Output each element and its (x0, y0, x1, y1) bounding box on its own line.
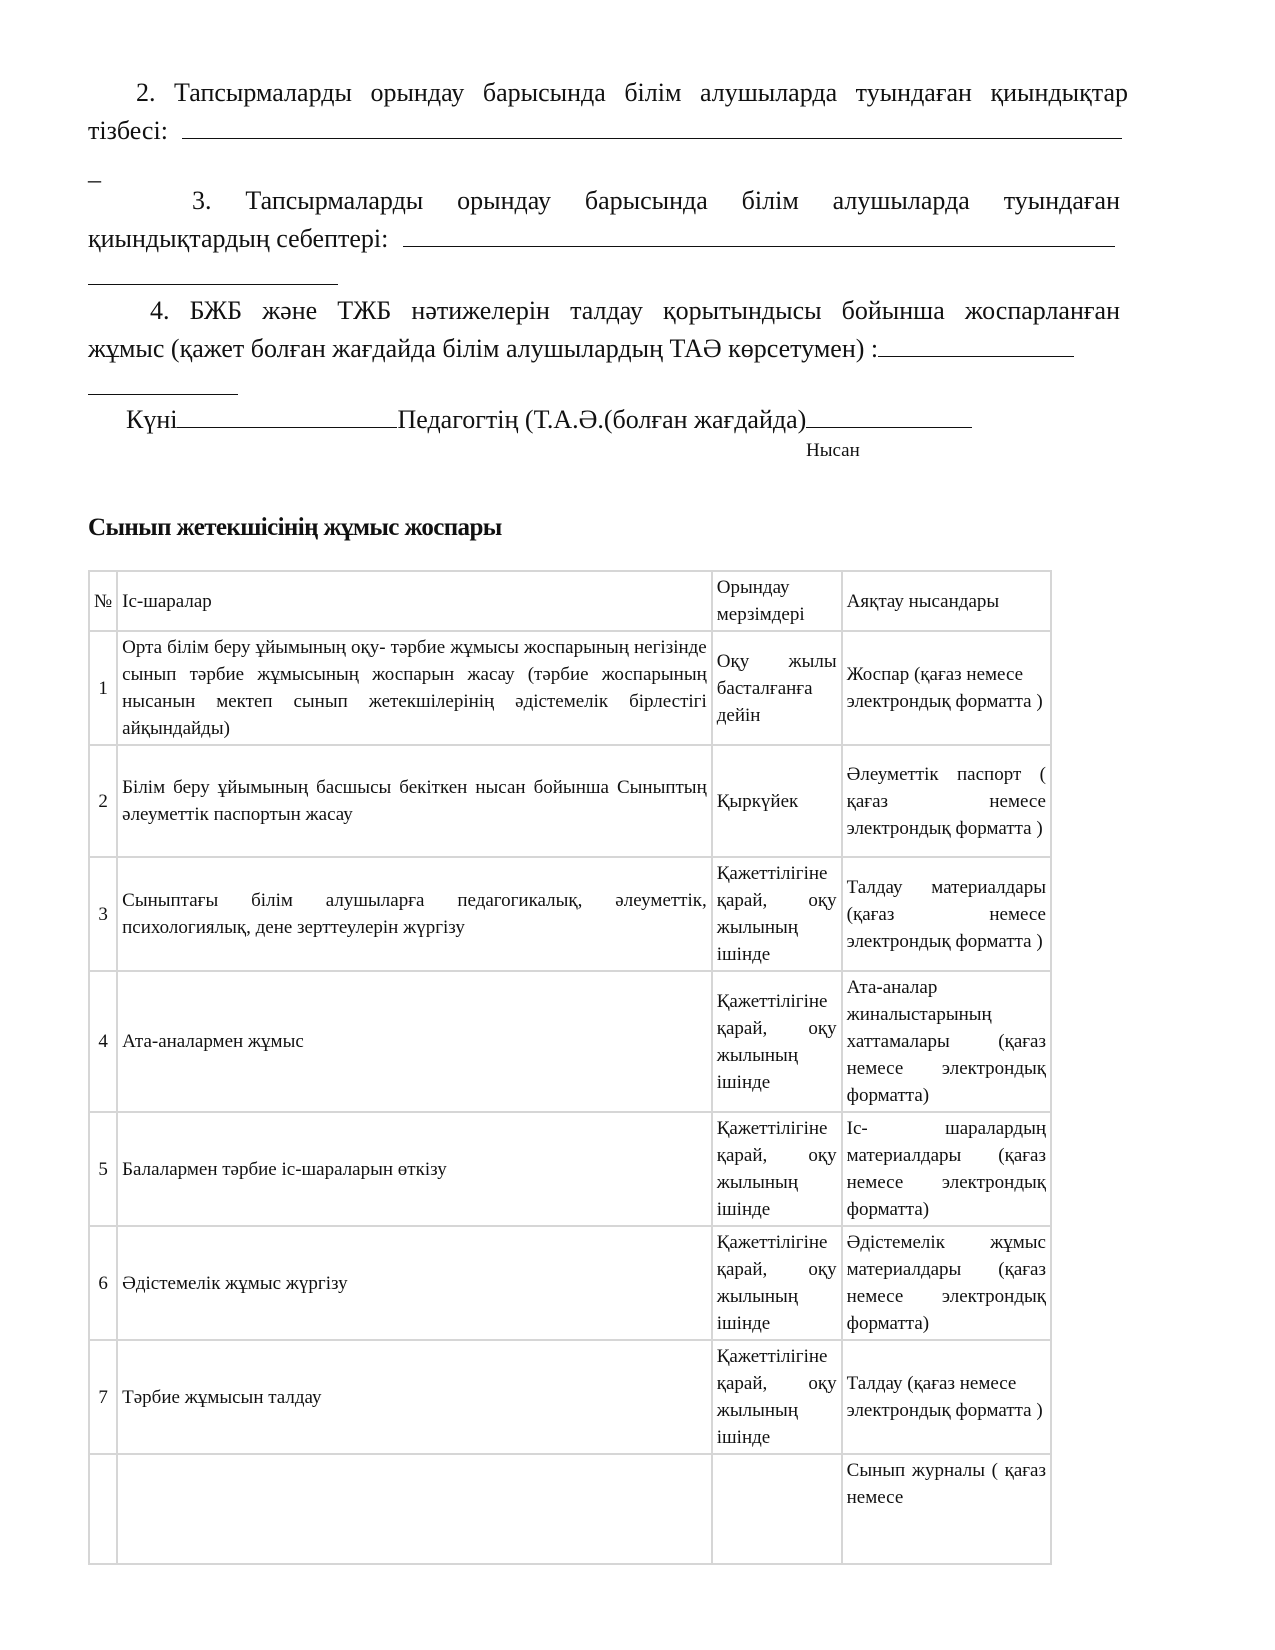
item-4-label: жұмыс (қажет болған жағдайда білім алушылардың ТАӘ көрсетумен) : (88, 334, 879, 363)
row-completion-form: Іс- шаралардың материалдары (қағаз немесе электрондық форматта) (842, 1112, 1051, 1226)
row-deadline: Қажеттілігіне қарай, оқу жылының ішінде (712, 971, 842, 1112)
row-deadline: Қажеттілігіне қарай, оқу жылының ішінде (712, 857, 842, 971)
plan-table (88, 570, 1052, 1565)
item-3-continuation[interactable] (88, 258, 338, 296)
item-4-line2 (88, 330, 1074, 368)
item-2-label: тізбесі: (88, 116, 168, 145)
item-2-line1 (88, 74, 1128, 112)
header-number: № (89, 571, 117, 631)
teacher-blank-field[interactable] (806, 401, 972, 428)
row-deadline: Қажеттілігіне қарай, оқу жылының ішінде (712, 1340, 842, 1454)
item-3-line2 (88, 220, 1115, 258)
item-4-number: 4. (150, 296, 170, 325)
table-row (89, 971, 1051, 1112)
row-number: 6 (89, 1226, 117, 1340)
signature-line (126, 401, 972, 439)
row-number: 2 (89, 745, 117, 857)
table-header-row (89, 571, 1051, 631)
form-label: Нысан (806, 440, 860, 461)
table-row (89, 1226, 1051, 1340)
header-activities: Іс-шаралар (117, 571, 712, 631)
header-deadline: Орындау мерзімдері (712, 571, 842, 631)
row-deadline (712, 1454, 842, 1564)
row-completion-form: Сынып журналы ( қағаз немесе (842, 1454, 1051, 1564)
row-activity: Балалармен тәрбие іс-шараларын өткізу (117, 1112, 712, 1226)
item-3-number: 3. (192, 186, 212, 215)
item-3-line1 (88, 182, 1120, 220)
item-2-number: 2. (136, 78, 156, 107)
item-4-line1 (88, 292, 1120, 330)
row-activity: Орта білім беру ұйымының оқу- тәрбие жұмысы жоспарының негізінде сынып тәрбие жұмысының жоспарын жасау (тәрбие жоспарының нысанын мектеп сынып жетекшілерінің әдістемелік бірлестігі айқындайды) (117, 631, 712, 745)
table-row (89, 631, 1051, 745)
table-row (89, 745, 1051, 857)
item-2-line2 (88, 112, 1122, 150)
item-4-blank-field[interactable] (878, 330, 1074, 357)
row-completion-form: Талдау материалдары (қағаз немесе электрондық форматта ) (842, 857, 1051, 971)
table-row (89, 857, 1051, 971)
row-number: 5 (89, 1112, 117, 1226)
item-2-text: Тапсырмаларды орындау барысында білім алушыларда туындаған қиындықтар (174, 78, 1128, 107)
row-activity: Сыныптағы білім алушыларға педагогикалық, әлеуметтік, психологиялық, дене зерттеулерін жүргізу (117, 857, 712, 971)
row-deadline: Қажеттілігіне қарай, оқу жылының ішінде (712, 1112, 842, 1226)
plan-title: Сынып жетекшісінің жұмыс жоспары (88, 514, 502, 541)
item-2-blank-field[interactable] (182, 112, 1122, 139)
item-4-text: БЖБ және ТЖБ нәтижелерін талдау қорытындысы бойынша жоспарланған (189, 296, 1120, 325)
item-4-blank-field-cont[interactable] (88, 368, 238, 395)
page-cutoff (0, 1578, 1275, 1650)
header-completion-form: Аяқтау нысандары (842, 571, 1051, 631)
date-blank-field[interactable] (177, 401, 397, 428)
table-row (89, 1112, 1051, 1226)
table-row (89, 1454, 1051, 1564)
row-number: 7 (89, 1340, 117, 1454)
row-activity: Білім беру ұйымының басшысы бекіткен нысан бойынша Сыныптың әлеуметтік паспортын жасау (117, 745, 712, 857)
row-deadline: Оқу жылы басталғанға дейін (712, 631, 842, 745)
item-3-label: қиындықтардың себептері: (88, 224, 389, 253)
row-number: 3 (89, 857, 117, 971)
table-row (89, 1340, 1051, 1454)
item-3-blank-field[interactable] (403, 220, 1115, 247)
teacher-label: Педагогтің (Т.А.Ә.(болған жағдайда) (397, 405, 807, 434)
row-completion-form: Талдау (қағаз немесе электрондық форматта ) (842, 1340, 1051, 1454)
row-completion-form: Жоспар (қағаз немесе электрондық форматта ) (842, 631, 1051, 745)
row-completion-form: Ата-аналар жиналыстарының хаттамалары (қағаз немесе электрондық форматта) (842, 971, 1051, 1112)
row-number: 1 (89, 631, 117, 745)
row-deadline: Қажеттілігіне қарай, оқу жылының ішінде (712, 1226, 842, 1340)
item-2-trailing: _ (88, 156, 101, 185)
row-activity: Тәрбие жұмысын талдау (117, 1340, 712, 1454)
row-deadline: Қыркүйек (712, 745, 842, 857)
item-3-blank-field-cont[interactable] (88, 258, 338, 285)
date-label: Күні (126, 405, 178, 434)
row-number (89, 1454, 117, 1564)
row-number: 4 (89, 971, 117, 1112)
row-activity: Ата-аналармен жұмыс (117, 971, 712, 1112)
row-completion-form: Әлеуметтік паспорт ( қағаз немесе электрондық форматта ) (842, 745, 1051, 857)
row-activity (117, 1454, 712, 1564)
row-activity: Әдістемелік жұмыс жүргізу (117, 1226, 712, 1340)
item-3-text: Тапсырмаларды орындау барысында білім алушыларда туындаған (245, 186, 1121, 215)
row-completion-form: Әдістемелік жұмыс материалдары (қағаз немесе электрондық форматта) (842, 1226, 1051, 1340)
